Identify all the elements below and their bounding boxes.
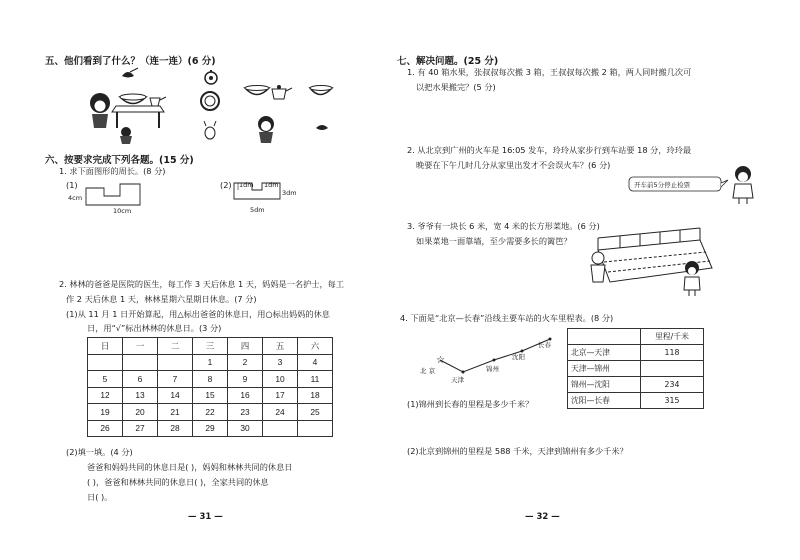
table-header-distance: 里程/千米 xyxy=(641,329,704,345)
question-2-2-line-1: 爸爸和妈妈共同的休息日是( )，妈妈和林林共同的休息日 xyxy=(87,462,293,472)
station-changchun: 长春 xyxy=(538,341,551,349)
route-cell: 锦州—沈阳 xyxy=(568,377,641,393)
figure-1-dim-height: 4cm xyxy=(68,194,83,202)
table-row xyxy=(568,361,704,377)
r-question-2-line-2: 晚要在下午几时几分从家里出发才不会误火车？(6 分) xyxy=(416,160,611,170)
figure-1-dim-width: 10cm xyxy=(113,207,132,215)
station-jinzhou: 锦州 xyxy=(486,365,499,373)
calendar-day[interactable]: 2 xyxy=(228,354,263,371)
calendar-header: 五 xyxy=(263,338,298,355)
calendar-day[interactable]: 1 xyxy=(193,354,228,371)
calendar-day[interactable]: 21 xyxy=(158,404,193,421)
calendar-day[interactable]: 23 xyxy=(228,404,263,421)
calendar-day[interactable]: 5 xyxy=(88,371,123,388)
calendar-day[interactable]: 25 xyxy=(298,404,333,421)
child-girl-icon xyxy=(684,261,700,296)
calendar-day[interactable]: 27 xyxy=(123,420,158,437)
grandpa-icon xyxy=(591,252,605,282)
calendar-day[interactable]: 8 xyxy=(193,371,228,388)
section-6-title: 六、按要求完成下列各题。(15 分) xyxy=(45,155,194,166)
calendar-day[interactable]: 28 xyxy=(158,420,193,437)
calendar-day[interactable]: 7 xyxy=(158,371,193,388)
page-number-right: — 32 — xyxy=(525,512,560,522)
speech-bubble-text: 开车前5分停止检票 xyxy=(634,181,691,189)
station-beijing: 北 京 xyxy=(420,367,436,375)
question-2-2-line-2: ( )，爸爸和林林共同的休息日( )，全家共同的休息 xyxy=(87,477,269,487)
distance-cell[interactable] xyxy=(641,361,704,377)
r-question-3-line-2: 如果菜地一面靠墙，至少需要多长的篱笆？ xyxy=(416,236,572,246)
calendar-day[interactable]: 24 xyxy=(263,404,298,421)
distance-cell: 234 xyxy=(641,377,704,393)
distance-table xyxy=(567,328,704,409)
calendar-day[interactable]: 9 xyxy=(228,371,263,388)
calendar-day[interactable]: 3 xyxy=(263,354,298,371)
calendar-header: 日 xyxy=(88,338,123,355)
figure-2-dim-d: 5dm xyxy=(250,206,265,214)
star-icon: ☆ xyxy=(436,355,445,366)
calendar-day[interactable]: 29 xyxy=(193,420,228,437)
calendar-day[interactable]: 15 xyxy=(193,387,228,404)
section-5-title: 五、他们看到了什么？（连一连）(6 分) xyxy=(45,56,216,67)
r-question-4-2: (2)北京到锦州的里程是 588 千米，天津到锦州有多少千米？ xyxy=(407,446,628,456)
calendar-day[interactable]: 18 xyxy=(298,387,333,404)
calendar-header: 六 xyxy=(298,338,333,355)
table-corner xyxy=(568,329,641,345)
r-question-2-line-1: 2. 从北京到广州的火车是 16:05 发车，玲玲从家步行到车站要 18 分，玲玲最 xyxy=(407,145,692,155)
question-2-line-1: 2. 林林的爸爸是医院的医生，每工作 3 天后休息 1 天，妈妈是一名护士，每工 xyxy=(59,279,345,289)
r-question-3-line-1: 3. 爷爷有一块长 6 米，宽 4 米的长方形菜地。(6 分) xyxy=(407,221,600,231)
distance-cell: 118 xyxy=(641,345,704,361)
table-row xyxy=(568,393,704,409)
calendar-day[interactable]: 26 xyxy=(88,420,123,437)
calendar-day[interactable]: 22 xyxy=(193,404,228,421)
calendar-header: 二 xyxy=(158,338,193,355)
station-tianjin: 天津 xyxy=(451,376,464,384)
table-row xyxy=(568,345,704,361)
r-question-1-line-2: 以把水果搬完？(5 分) xyxy=(416,82,496,92)
calendar-day[interactable]: 4 xyxy=(298,354,333,371)
route-cell: 北京—天津 xyxy=(568,345,641,361)
calendar-day[interactable]: 16 xyxy=(228,387,263,404)
question-2-line-2: 作 2 天后休息 1 天，林林星期六星期日休息。(7 分) xyxy=(66,294,257,304)
question-2-1-line-1: (1)从 11 月 1 日开始算起，用△标出爸爸的休息日，用○标出妈妈的休息 xyxy=(66,309,330,319)
table-row xyxy=(568,377,704,393)
calendar-day[interactable]: 17 xyxy=(263,387,298,404)
calendar-header: 四 xyxy=(228,338,263,355)
calendar-day[interactable]: 10 xyxy=(263,371,298,388)
calendar-day[interactable]: 19 xyxy=(88,404,123,421)
calendar-day[interactable]: 14 xyxy=(158,387,193,404)
station-shenyang: 沈阳 xyxy=(512,353,525,361)
r-question-1-line-1: 1. 有 40 箱水果，张叔叔每次搬 3 箱，王叔叔每次搬 2 箱，两人同时搬几次可 xyxy=(407,67,692,77)
calendar-day[interactable]: 30 xyxy=(228,420,263,437)
figure-2-label: (2) xyxy=(220,180,232,190)
route-cell: 沈阳—长春 xyxy=(568,393,641,409)
calendar-day[interactable]: 11 xyxy=(298,371,333,388)
calendar-header: 一 xyxy=(123,338,158,355)
figure-2-dim-a: 1dm xyxy=(239,181,254,189)
figure-2-dim-b: 1dm xyxy=(264,181,279,189)
figure-2-dim-c: 3dm xyxy=(282,189,297,197)
calendar-day[interactable]: 6 xyxy=(123,371,158,388)
question-2-2-line-3: 日( )。 xyxy=(87,492,113,502)
distance-cell: 315 xyxy=(641,393,704,409)
question-2-2-title: (2)填一填。(4 分) xyxy=(66,447,133,457)
calendar-header: 三 xyxy=(193,338,228,355)
route-cell: 天津—锦州 xyxy=(568,361,641,377)
calendar-day[interactable]: 12 xyxy=(88,387,123,404)
section-7-title: 七、解决问题。(25 分) xyxy=(397,56,499,67)
calendar-day[interactable]: 20 xyxy=(123,404,158,421)
calendar-day[interactable]: 13 xyxy=(123,387,158,404)
page-number-left: — 31 — xyxy=(188,512,223,522)
r-question-4-1: (1)锦州到长春的里程是多少千米？ xyxy=(407,399,534,409)
question-2-1-line-2: 日，用“√”标出林林的休息日。(3 分) xyxy=(87,323,222,333)
girl-icon xyxy=(733,166,753,204)
figure-1-label: (1) xyxy=(66,180,78,190)
question-1-text: 1. 求下面图形的周长。(8 分) xyxy=(59,166,166,176)
r-question-4-line-1: 4. 下面是“北京—长春”沿线主要车站的火车里程表。(8 分) xyxy=(400,313,614,323)
